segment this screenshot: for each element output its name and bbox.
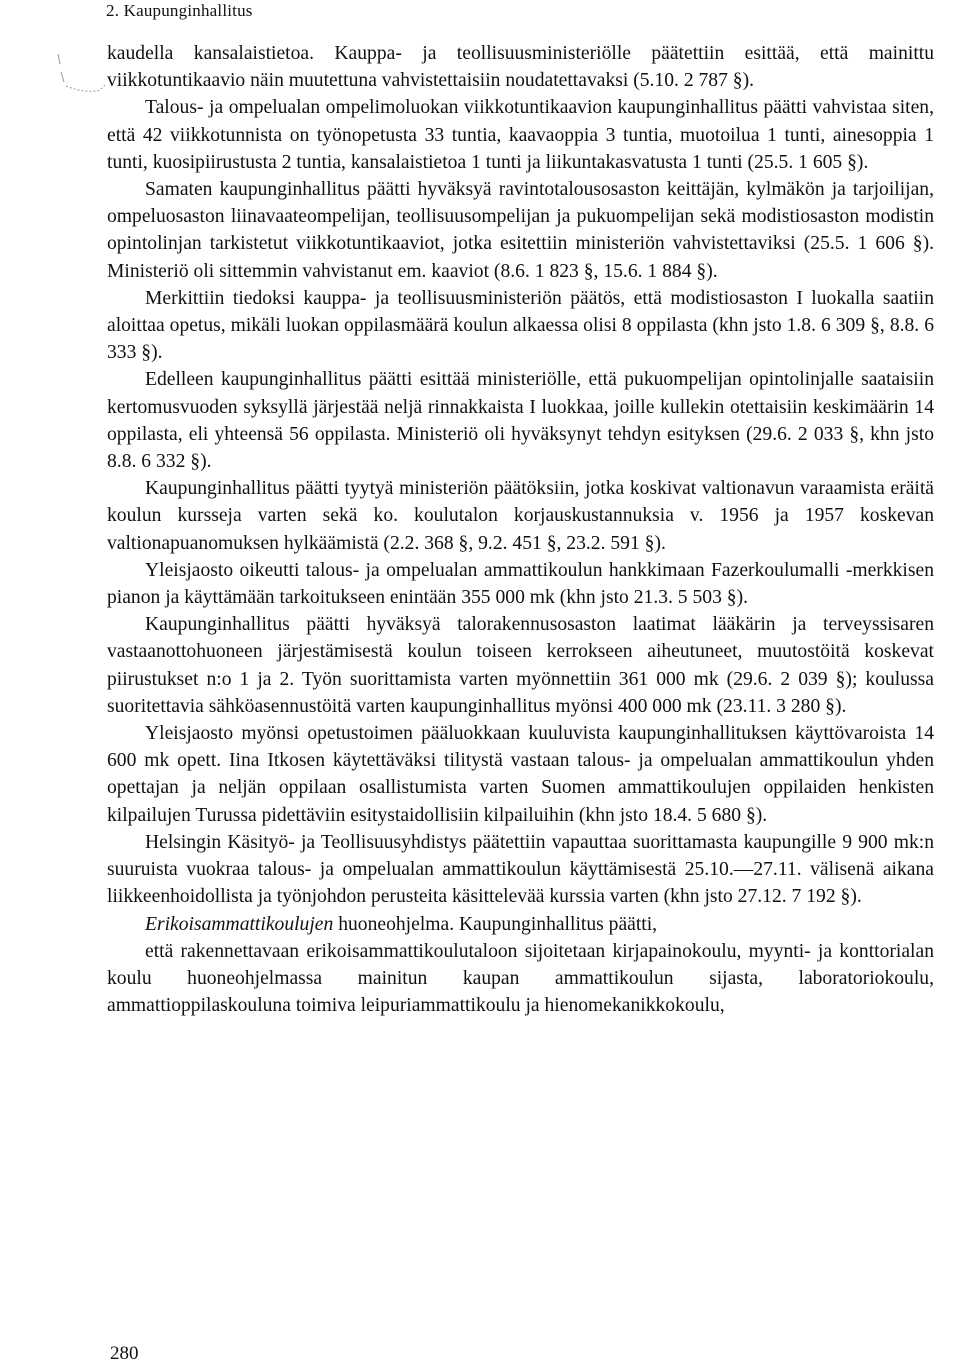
paragraph: Kaupunginhallitus päätti hyväksyä talorakennusosaston laatimat lääkärin ja terveyssisaren vastaanottohuoneen järjestämisestä koulun toiseen kerrokseen aiheutuneet, muutostöitä koskevat piirustukset n:o 1 ja 2. Työn suorittamista varten myönnettiin 361 000 mk (29.6. 2 039 §); koulussa suoritettavia sähköasennustöitä varten kaupunginhallitus myönsi 400 000 mk (23.11. 3 280 §). [107, 614, 934, 717]
section-heading-italic: Erikoisammattikoulujen [145, 913, 334, 935]
scan-artifact-mark [56, 54, 108, 100]
paragraph: Helsingin Käsityö- ja Teollisuusyhdistys päätettiin vapauttaa suorittamasta kaupungille 9 900 mk:n suuruista vuokraa talous- ja ompelualan ammattikoulun käyttämisestä 25.10.—27.11. välisenä aikana liikkeenhoidollista ja työnjohdon perusteita käsittelevää kurssia varten (khn jsto 27.12. 7 192 §). [107, 831, 934, 908]
paragraph: Yleisjaosto oikeutti talous- ja ompelualan ammattikoulun hankkimaan Fazerkoulumalli -merkkisen pianon ja käyttämään tarkoitukseen enintään 355 000 mk (khn jsto 21.3. 5 503 §). [107, 559, 934, 609]
paragraph: että rakennettavaan erikoisammattikoulutaloon sijoitetaan kirjapainokoulu, myynti- ja konttorialan koulu huoneohjelmassa mainitun kaupan ammattikoulun sijasta, laboratoriokoulu, ammattioppilaskouluna toimiva leipuriammattikoulu ja hienomekanikkokoulu, [107, 940, 934, 1017]
section-heading-paragraph [107, 911, 934, 938]
running-head: 2. Kaupunginhallitus [106, 1, 253, 20]
section-heading-text: huoneohjelma. Kaupunginhallitus päätti, [333, 913, 658, 935]
paragraph: Edelleen kaupunginhallitus päätti esittää ministeriölle, että pukuompelijan opintolinjalle saataisiin kertomusvuoden syksyllä järjestää neljä rinnakkaista I luokkaa, joille kullekin otettaisiin keskimäärin 14 oppilasta, eli yhteensä 56 oppilasta. Ministeriö oli hyväksynyt tehdyn esityksen (29.6. 2 033 §, khn jsto 8.8. 6 332 §). [107, 369, 934, 473]
paragraph: Merkittiin tiedoksi kauppa- ja teollisuusministeriön päätös, että modistiosaston I luokalla saatiin aloittaa opetus, mikäli luokan oppilasmäärä koulun alkaessa olisi 8 oppilasta (khn jsto 1.8. 6 309 §, 8.8. 6 333 §). [107, 287, 934, 364]
paragraph: Talous- ja ompelualan ompelimoluokan viikkotuntikaavion kaupunginhallitus päätti vahvistaa siten, että 42 viikkotunnista on työnopetusta 33 tuntia, kaavaoppia 3 tuntia, muotoilua 1 tunti, ainesoppia 1 tunti, kuosipiirustusta 2 tuntia, kansalaistietoa 1 tunti ja liikuntakasvatusta 1 tunti (25.5. 1 605 §). [107, 97, 934, 173]
paragraph: kaudella kansalaistietoa. Kauppa- ja teollisuusministeriölle päätettiin esittää, että mainittu viikkotuntikaavio näin muutettuna vahvistettaisiin noudatettavaksi (5.10. 2 787 §). [107, 43, 934, 92]
page-number: 280 [110, 1343, 139, 1364]
document-body [107, 40, 934, 1019]
paragraph: Kaupunginhallitus päätti tyytyä ministeriön päätöksiin, jotka koskivat valtionavun varaamista eräitä koulun kursseja varten sekä ko. koulutalon korjauskustannuksia v. 1956 ja 1957 koskevan valtionapuanomuksen hylkäämistä (2.2. 368 §, 9.2. 451 §, 23.2. 591 §). [107, 478, 934, 554]
paragraph: Yleisjaosto myönsi opetustoimen pääluokkaan kuuluvista kaupunginhallituksen käyttövaroista 14 600 mk opett. Iina Itkosen käytettäväksi tilitystä vastaan talous- ja ompelualan ammattikoulun yhden opettajan ja neljän oppilaan osallistumista varten Suomen ammattikoulujen oppilaiden henkisten kilpailujen Turussa pidettäviin esitystaidollisiin kilpailuihin (khn jsto 18.4. 5 680 §). [107, 723, 934, 826]
paragraph: Samaten kaupunginhallitus päätti hyväksyä ravintotalousosaston keittäjän, kylmäkön ja tarjoilijan, ompeluosaston liinavaateompelijan, teollisuusompelijan ja pukuompelijan sekä modistiosaston modistin opintolinjan tarkistetut viikkotuntikaaviot, jotka esitettiin ministeriön vahvistettaviksi (25.5. 1 606 §). Ministeriö oli sittemmin vahvistanut em. kaaviot (8.6. 1 823 §, 15.6. 1 884 §). [107, 179, 934, 282]
